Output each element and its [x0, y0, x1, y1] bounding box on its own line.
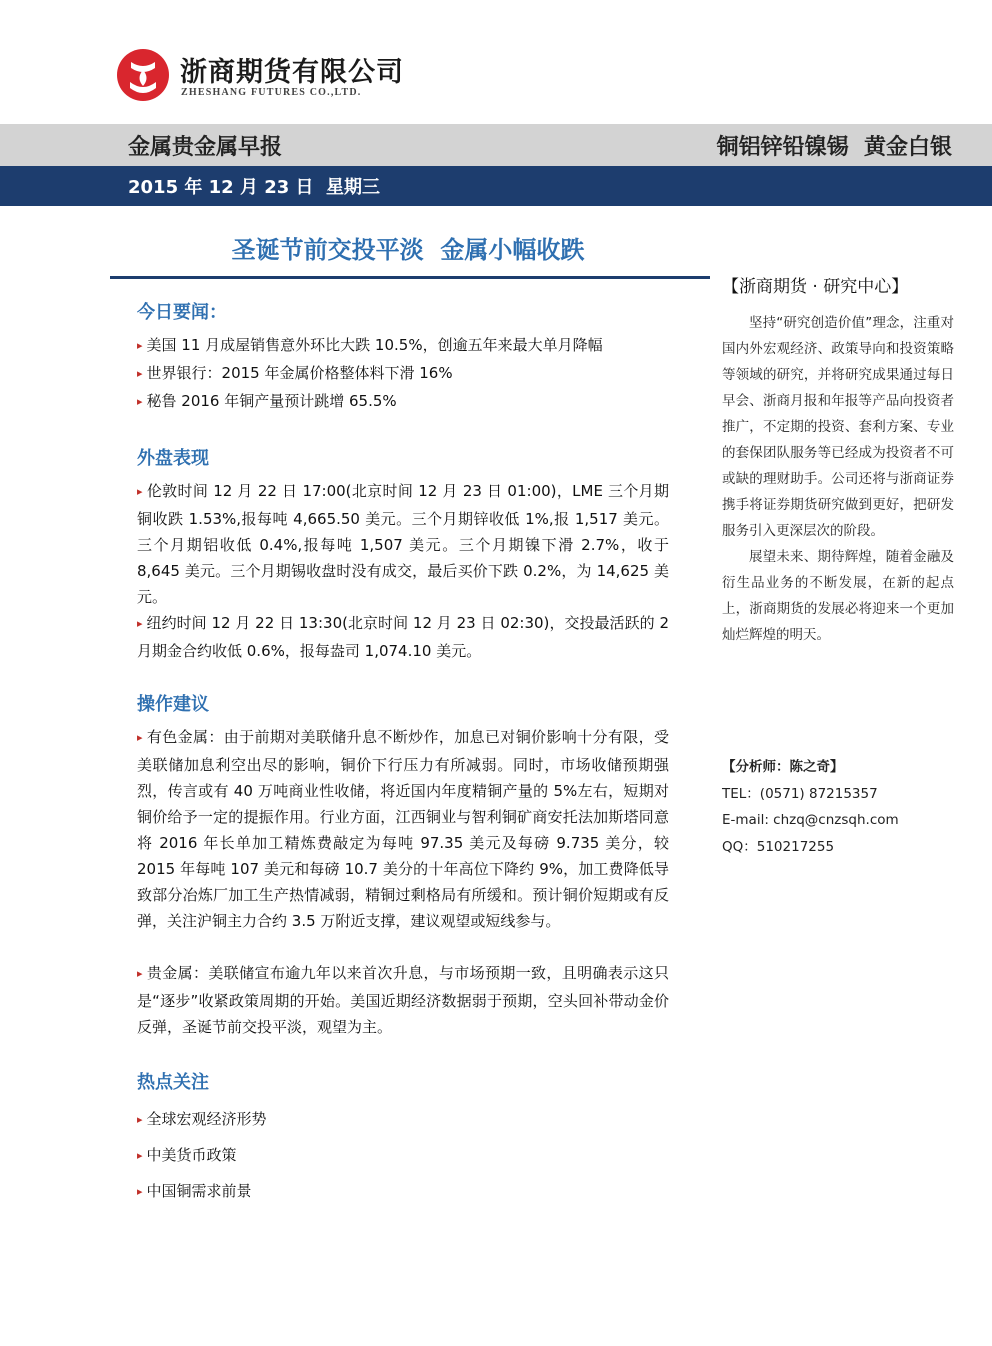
overseas-paragraph-lme: ▸ 伦敦时间 12 月 22 日 17:00(北京时间 12 月 23 日 01:00)，LME 三个月期铜收跌 1.53%,报每吨 4,665.50 美元。三个月期锌收低 1%,报 1,517 美元。三个月期铝收低 0.4%,报每吨 1,507 美元。三个月期镍下滑 2.7%，收于 8,645 美元。三个月期锡收盘时没有成交，最后买价下跌 0.2%，为 14,625 美元。 — [137, 478, 669, 610]
analyst-email[interactable]: E-mail: chzq@cnzsqh.com — [722, 812, 899, 828]
headline-rule — [110, 276, 710, 279]
list-item: ▸ 全球宏观经济形势 — [137, 1102, 669, 1138]
sidebar-paragraph: 展望未来、期待辉煌，随着金融及衍生品业务的不断发展，在新的起点上，浙商期货的发展必将迎来一个更加灿烂辉煌的明天。 — [722, 549, 954, 643]
overseas-title: 外盘表现 — [137, 448, 209, 469]
analyst-tel: TEL：(0571) 87215357 — [722, 785, 878, 802]
news-title: 今日要闻： — [137, 302, 227, 323]
company-logo — [116, 48, 170, 102]
company-name-cn: 浙商期货有限公司 — [180, 57, 404, 88]
advice-paragraph-base-metals: ▸ 有色金属：由于前期对美联储升息不断炒作，加息已对铜价影响十分有限，受美联储加息利空出尽的影响，铜价下行压力有所减弱。同时，市场收储预期强烈，传言或有 40 万吨商业性收储，将近国内年度精铜产量的 5%左右，短期对铜价给予一定的提振作用。行业方面，江西铜业与智利铜矿商安托法加斯塔同意将 2016 年长单加工精炼费敲定为每吨 97.35 美元及每磅 9.735 美分，较 2015 年每吨 107 美元和每磅 10.7 美分的十年高位下降约 9%，加工费降低导致部分冶炼厂加工生产热情减弱，精铜过剩格局有所缓和。预计铜价短期或有反弹，关注沪铜主力合约 3.5 万附近支撑，建议观望或短线参与。 — [137, 724, 669, 934]
bullet-arrow-icon: ▸ — [137, 1149, 143, 1162]
analyst-contact — [722, 754, 899, 860]
bullet-arrow-icon: ▸ — [137, 967, 143, 980]
list-item: ▸ 中美货币政策 — [137, 1138, 669, 1174]
metals-covered: 铜铝锌铅镍锡 黄金白银 — [716, 135, 952, 160]
report-date: 2015 年 12 月 23 日 星期三 — [128, 177, 381, 198]
bullet-arrow-icon: ▸ — [137, 1185, 143, 1198]
company-name-en: ZHESHANG FUTURES CO.,LTD. — [181, 87, 362, 98]
list-item: ▸ 美国 11 月成屋销售意外环比大跌 10.5%，创逾五年来最大单月降幅 — [137, 332, 669, 360]
sidebar-intro — [722, 310, 954, 648]
bullet-arrow-icon: ▸ — [137, 1113, 143, 1126]
bullet-arrow-icon: ▸ — [137, 731, 143, 744]
bullet-arrow-icon: ▸ — [137, 395, 143, 408]
sidebar-title: 【浙商期货 · 研究中心】 — [722, 277, 909, 297]
news-list — [137, 332, 669, 416]
report-type-band — [0, 124, 992, 166]
analyst-qq: QQ：510217255 — [722, 838, 835, 855]
bullet-arrow-icon: ▸ — [137, 617, 143, 630]
main-column — [137, 298, 669, 1210]
hot-title: 热点关注 — [137, 1072, 209, 1093]
list-item: ▸ 中国铜需求前景 — [137, 1174, 669, 1210]
headline: 圣诞节前交投平淡 金属小幅收跌 — [231, 236, 585, 264]
list-item: ▸ 秘鲁 2016 年铜产量预计跳增 65.5% — [137, 388, 669, 416]
bullet-arrow-icon: ▸ — [137, 339, 143, 352]
sidebar-paragraph: 坚持“研究创造价值”理念，注重对国内外宏观经济、政策导向和投资策略等领域的研究，并将研究成果通过每日早会、浙商月报和年报等产品向投资者推广，不定期的投资、套利方案、专业的套保团队服务等已经成为投资者不可或缺的理财助手。公司还将与浙商证券携手将证券期货研究做到更好，把研发服务引入更深层次的阶段。 — [722, 315, 954, 539]
advice-paragraph-precious-metals: ▸ 贵金属：美联储宣布逾九年以来首次升息，与市场预期一致，且明确表示这只是“逐步”收紧政策周期的开始。美国近期经济数据弱于预期，空头回补带动金价反弹，圣诞节前交投平淡，观望为主。 — [137, 960, 669, 1040]
date-band — [0, 166, 992, 206]
hot-list — [137, 1102, 669, 1210]
advice-title: 操作建议 — [137, 694, 209, 715]
overseas-paragraph-comex: ▸ 纽约时间 12 月 22 日 13:30(北京时间 12 月 23 日 02:30)，交投最活跃的 2 月期金合约收低 0.6%，报每盎司 1,074.10 美元。 — [137, 610, 669, 664]
analyst-name: 【分析师：陈之奇】 — [722, 759, 844, 775]
list-item: ▸ 世界银行：2015 年金属价格整体料下滑 16% — [137, 360, 669, 388]
report-type: 金属贵金属早报 — [128, 135, 283, 160]
bullet-arrow-icon: ▸ — [137, 367, 143, 380]
bullet-arrow-icon: ▸ — [137, 485, 143, 498]
